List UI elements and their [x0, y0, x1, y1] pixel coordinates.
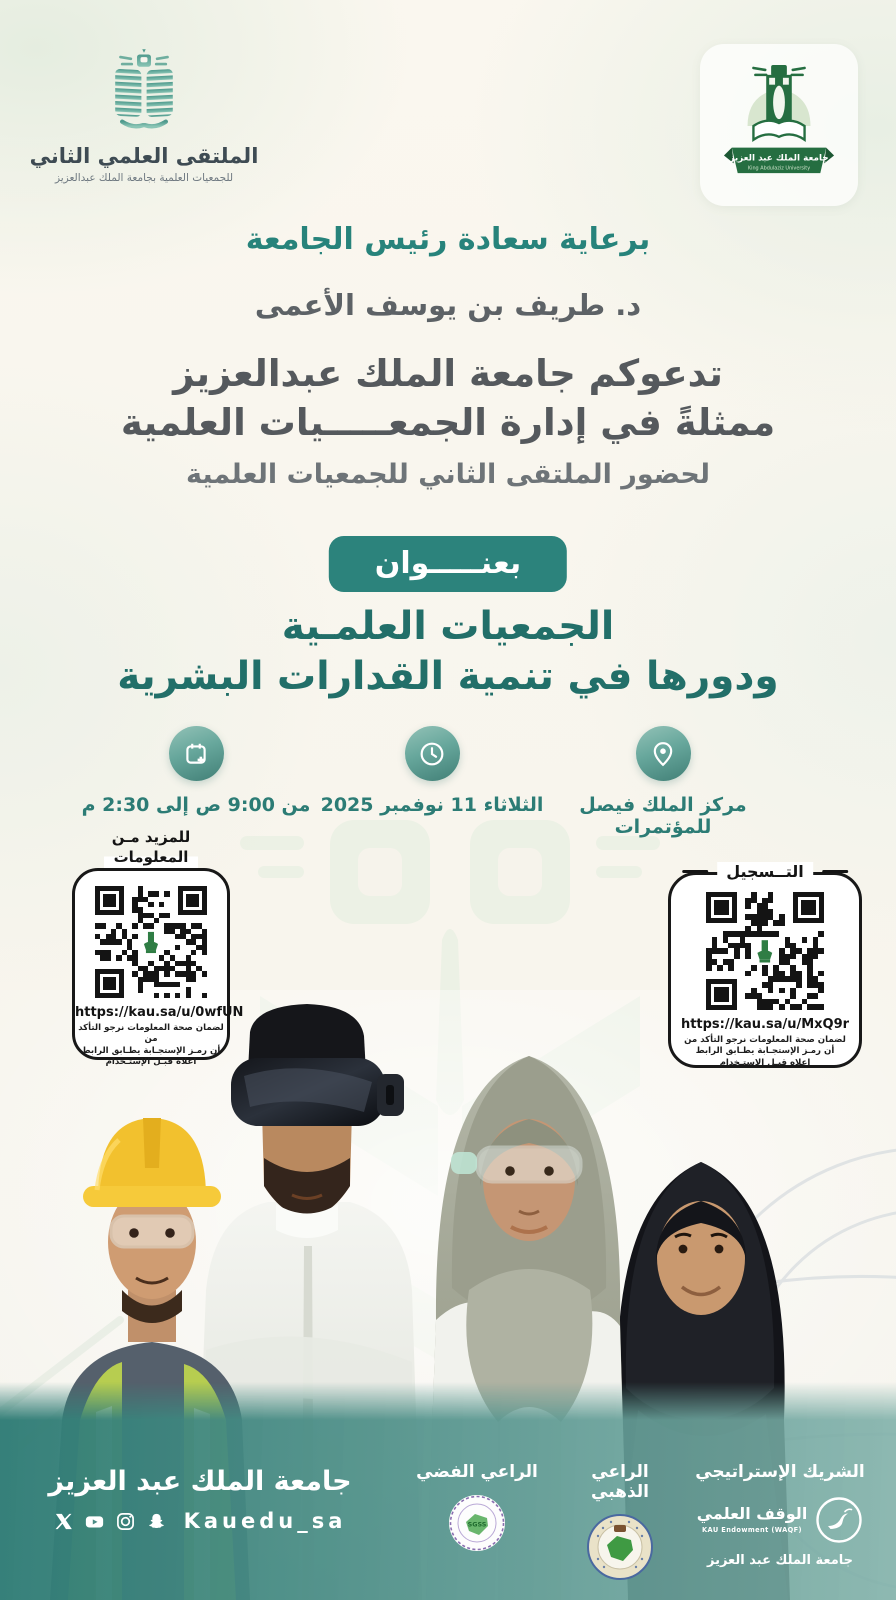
event-title-line-1: الجمعيات العلمـية [281, 604, 615, 649]
snapchat-icon [147, 1512, 166, 1531]
forum-subtitle: للجمعيات العلمية بجامعة الملك عبدالعزيز [54, 172, 234, 184]
sponsor-strategic-label: الشريك الإستراتيجي [695, 1462, 865, 1482]
qr-registration-note: لضمان صحة المعلومات نرجو التأكد من أن رمـز الإستجـابة يطـابق الرابط اعلاه قبـل الإستـخدام [684, 1035, 846, 1068]
invitation-line-3: لحضور الملتقى الثاني للجمعيات العلمية [186, 459, 710, 490]
qr-registration-url: https://kau.sa/u/MxQ9r [680, 1017, 850, 1032]
info-item-time [71, 726, 321, 816]
kau-logo-card [700, 44, 858, 206]
qr-code-more-info [95, 886, 207, 998]
qr-box-more-info [72, 828, 244, 1068]
info-item-date [307, 726, 557, 816]
location-pin-icon [636, 726, 691, 781]
president-name: د. طريف بن يوسف الأعمى [254, 288, 642, 322]
clock-icon [405, 726, 460, 781]
forum-book-lighthouse-icon [96, 46, 192, 138]
youtube-icon [85, 1512, 104, 1531]
x-icon [54, 1512, 73, 1531]
sponsor-strategic [690, 1462, 870, 1568]
waqf-org-en: KAU Endowment (WAQF) [702, 1526, 802, 1534]
info-item-location [538, 726, 788, 838]
date-label: الثلاثاء 11 نوفمبر 2025 [320, 794, 544, 816]
social-row [40, 1509, 360, 1533]
qr-info-label: للمزيد مـن المعلومات [75, 827, 227, 868]
sponsor-gold-label: الراعي الذهبي [591, 1462, 649, 1502]
qr-info-note: لضمان صحة المعلومات نرجو التأكد من أن رمـز الإستجـابة يطـابق الرابط اعلاه قبـل الإستـخدام [78, 1023, 224, 1068]
waqf-university-name: جامعة الملك عبد العزيز [707, 1553, 853, 1568]
invitation-line-2: ممثلةً في إدارة الجمعـــــيات العلمية [120, 401, 776, 444]
qr-box-registration [668, 862, 862, 1068]
qr-info-url: https://kau.sa/u/0wfUN [75, 1005, 244, 1020]
kau-caption-text: King Abdulaziz University [747, 165, 811, 172]
gold-sponsor-seal-icon [587, 1514, 653, 1580]
waqf-logo-icon [815, 1496, 863, 1544]
location-label: مركز الملك فيصل للمؤتمرات [579, 794, 747, 838]
sponsor-silver-label: الراعي الفضي [416, 1462, 538, 1482]
invitation-line-1: تدعوكم جامعة الملك عبدالعزيز [173, 352, 723, 395]
silver-seal-text: SGSS [467, 1520, 487, 1529]
instagram-icon [116, 1512, 135, 1531]
silver-sponsor-seal-icon [448, 1494, 506, 1552]
sponsor-gold [560, 1462, 680, 1580]
title-badge: بعنـــــوان [329, 536, 567, 592]
qr-code-registration [706, 892, 824, 1010]
event-title-line-2: ودورها في تنمية القدارات البشرية [117, 654, 779, 699]
kau-banner-text: جامعة الملك عبد العزيز [729, 153, 829, 164]
time-label: من 9:00 ص إلى 2:30 م [81, 794, 311, 816]
footer-university-block [40, 1466, 360, 1533]
sponsor-silver [414, 1462, 540, 1552]
social-handle: Kauedu_sa [183, 1509, 347, 1533]
qr-center-kau-logo-icon [136, 927, 166, 957]
qr-center-kau-logo-icon [749, 935, 781, 967]
waqf-org-name: الوقف العلمي [696, 1504, 808, 1523]
forum-logo [26, 46, 262, 184]
patronage-line: برعاية سعادة رئيس الجامعة [245, 222, 651, 257]
qr-registration-label: التــسجيل [682, 862, 848, 881]
kau-emblem-icon [720, 58, 838, 192]
calendar-plus-icon [169, 726, 224, 781]
forum-title: الملتقى العلمي الثاني [29, 144, 259, 168]
footer-university-name: جامعة الملك عبد العزيز [48, 1466, 352, 1497]
